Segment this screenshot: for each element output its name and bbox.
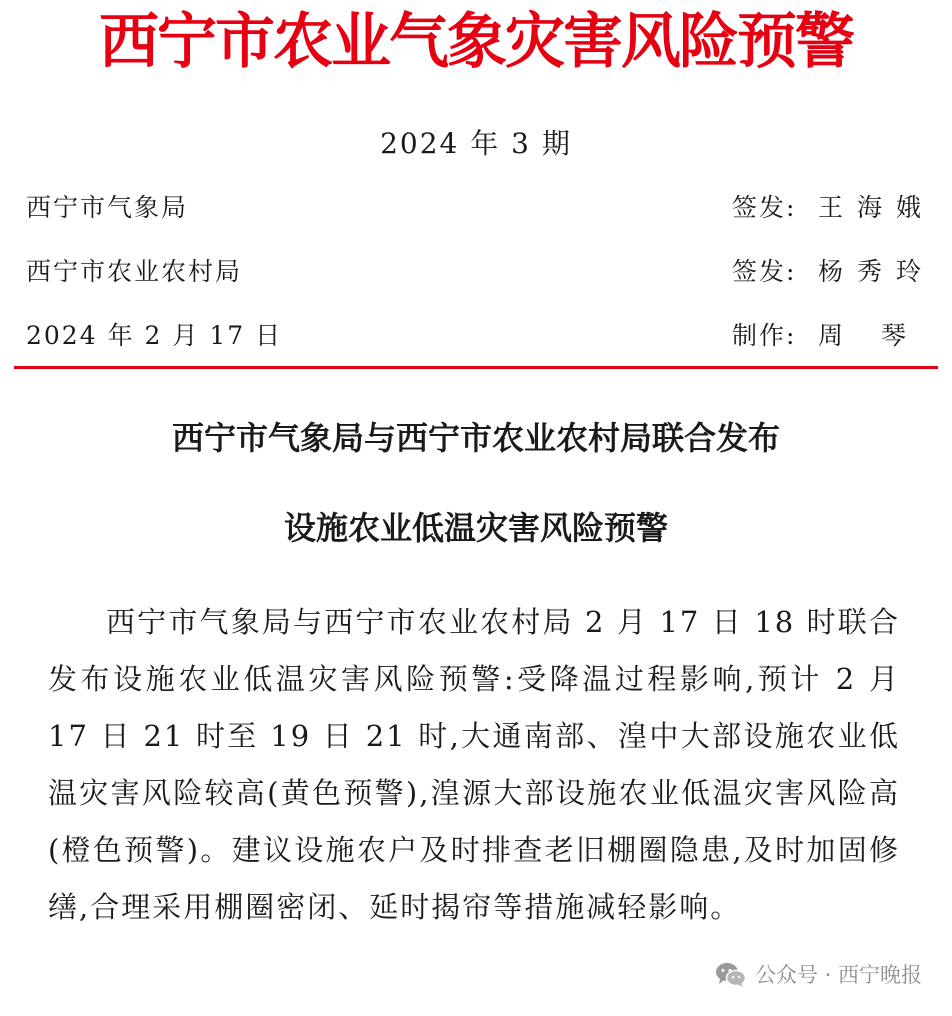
red-divider <box>14 366 938 369</box>
meta-row-3 <box>26 316 945 356</box>
issuing-org-agriculture: 西宁市农业农村局 <box>26 257 243 286</box>
issuing-org-weather: 西宁市气象局 <box>26 193 189 222</box>
signer-1-name: 王海娥 <box>818 193 936 222</box>
signer-1 <box>732 188 936 228</box>
signer-2 <box>732 252 936 292</box>
signer-2-name: 杨秀玲 <box>818 257 936 286</box>
document-title-line-2: 设施农业低温灾害风险预警 <box>283 509 668 547</box>
signer-2-label: 签发: <box>732 257 797 286</box>
issue-number: 2024 年 3 期 <box>380 127 572 160</box>
meta-row-2 <box>26 252 936 292</box>
watermark-text: 公众号 · 西宁晚报 <box>754 963 922 987</box>
masthead-title: 西宁市农业气象灾害风险预警 <box>99 7 853 77</box>
maker <box>732 316 945 356</box>
wechat-icon <box>715 962 747 988</box>
meta-row-1 <box>26 188 936 228</box>
source-watermark <box>715 960 922 990</box>
document-title-line-1: 西宁市气象局与西宁市农业农村局联合发布 <box>171 419 780 457</box>
body-paragraph: 西宁市气象局与西宁市农业农村局 2 月 17 日 18 时联合发布设施农业低温灾害风险预警:受降温过程影响,预计 2 月 17 日 21 时至 19 日 21 时,大通南部、湟中大部设施农业低温灾害风险较高(黄色预警),湟源大部设施农业低温灾害风险高(橙色预警)。建议设施农户及时排查老旧棚圈隐患,及时加固修缮,合理采用棚圈密闭、延时揭帘等措施减轻影响。 <box>48 605 900 924</box>
maker-label: 制作: <box>732 321 797 350</box>
signer-1-label: 签发: <box>732 193 797 222</box>
issue-date: 2024 年 2 月 17 日 <box>26 321 283 350</box>
maker-name: 周琴 <box>818 321 945 350</box>
